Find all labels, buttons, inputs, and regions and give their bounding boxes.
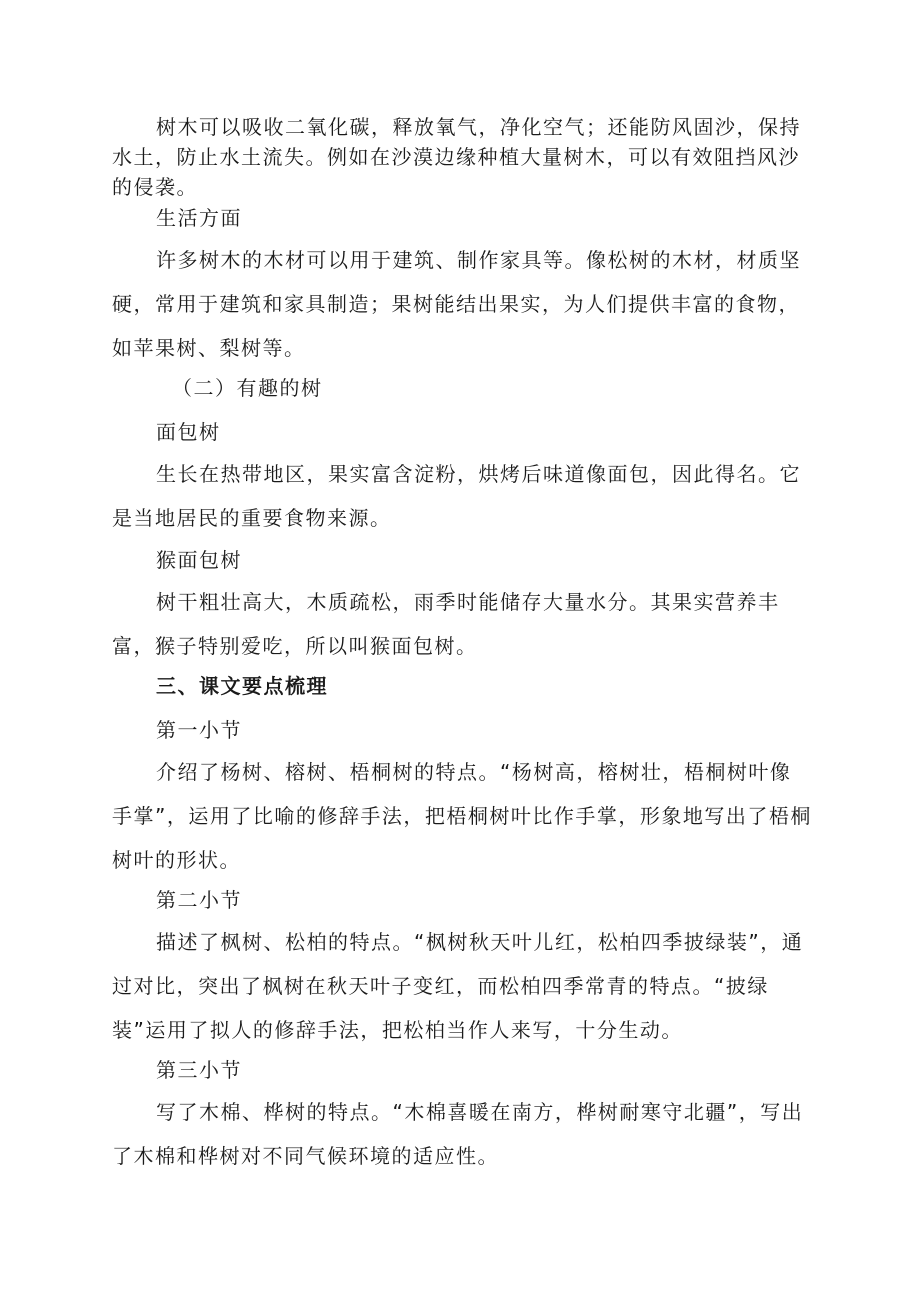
- heading-baobab-tree: 猴面包树: [156, 548, 242, 572]
- paragraph-section-two: 描述了枫树、松柏的特点。“枫树秋天叶儿红，松柏四季披绿装”，通过对比，突出了枫树在秋天叶子变红，而松柏四季常青的特点。“披绿装”运用了拟人的修辞手法，把松柏当作人来写，十分生动。: [112, 930, 804, 1042]
- paragraph-breadfruit-tree: 生长在热带地区，果实富含淀粉，烘烤后味道像面包，因此得名。它是当地居民的重要食物来源。: [112, 462, 801, 530]
- paragraph-timber-fruit: 许多树木的木材可以用于建筑、制作家具等。像松树的木材，材质坚硬，常用于建筑和家具制造；果树能结出果实，为人们提供丰富的食物，如苹果树、梨树等。: [112, 248, 801, 360]
- heading-lesson-key-points: 三、课文要点梳理: [156, 674, 328, 698]
- paragraph-environment-benefits: 树木可以吸收二氧化碳，释放氧气，净化空气；还能防风固沙，保持水土，防止水土流失。例如在沙漠边缘种植大量树木，可以有效阻挡风沙的侵袭。: [112, 115, 801, 199]
- paragraph-baobab-tree: 树干粗壮高大，木质疏松，雨季时能储存大量水分。其果实营养丰富，猴子特别爱吃，所以叫猴面包树。: [112, 590, 780, 658]
- heading-breadfruit-tree: 面包树: [156, 420, 221, 444]
- paragraph-section-three: 写了木棉、桦树的特点。“木棉喜暖在南方，桦树耐寒守北疆”，写出了木棉和桦树对不同气候环境的适应性。: [112, 1100, 804, 1168]
- heading-life-aspect: 生活方面: [156, 206, 242, 230]
- heading-interesting-trees: （二）有趣的树: [172, 376, 323, 400]
- paragraph-section-one: 介绍了杨树、榕树、梧桐树的特点。“杨树高，榕树壮，梧桐树叶像手掌”，运用了比喻的修辞手法，把梧桐树叶比作手掌，形象地写出了梧桐树叶的形状。: [112, 760, 812, 872]
- heading-section-three: 第三小节: [156, 1058, 242, 1082]
- heading-section-one: 第一小节: [156, 718, 242, 742]
- heading-section-two: 第二小节: [156, 888, 242, 912]
